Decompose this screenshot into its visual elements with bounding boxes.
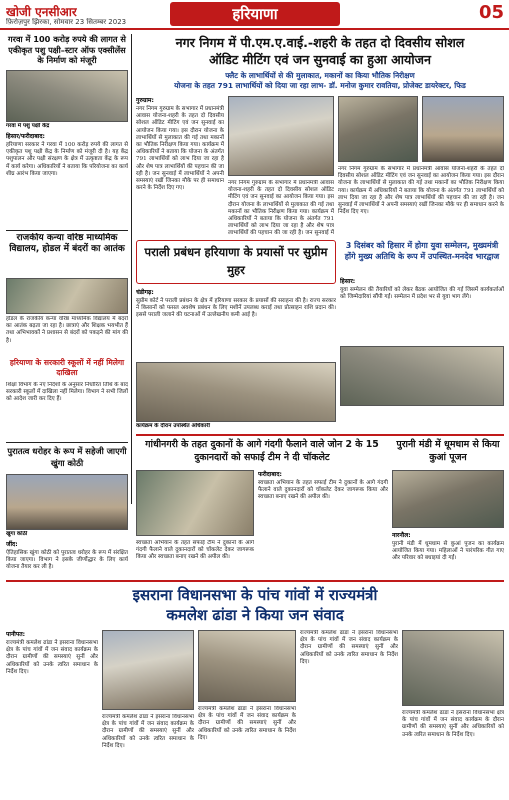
parali-article	[136, 288, 336, 360]
left-body: हरियाणा सरकार ने गरवा में 100 करोड़ रुपये की लागत से एकीकृत पशु पक्षी केंद्र के निर्माण को मंजूरी दी है। यह केंद्र पशुपालन और पक्षी संरक्षण के क्षेत्र में उत्कृष्टता केंद्र के रूप में कार्य करेगा। अधिकारियों ने बताया कि परियोजना का कार्य शीघ्र आरंभ किया जाएगा।	[6, 142, 128, 177]
main-body: नगर निगम गुरुग्राम के सभागार में प्रधानमंत्री आवास योजना-शहरी के तहत दो दिवसीय सोशल ऑडिट मीटिंग एवं जन सुनवाई का आयोजन किया गया। इस दौरान योजना के लाभार्थियों से मुलाकात की गई तथा मकानों का भौतिक निरीक्षण किया गया। कार्यक्रम में अधिकारियों ने बताया कि योजना के अंतर्गत 791 लाभार्थियों को लाभ दिया जा रहा है और शेष पात्र लाभार्थियों की पहचान की जा रही है। जन सुनवाई में लाभार्थियों ने अपनी समस्याएं रखीं जिनका मौके पर ही समाधान करने के निर्देश दिए गए।	[136, 106, 224, 192]
bottom-headline-line2: कमलेश ढांडा ने किया जन संवाद	[166, 606, 344, 624]
issue-line: फ़िरोज़पुर झिरका, सोमवार 23 सितम्बर 2023	[6, 18, 127, 26]
main-photo-2	[338, 96, 418, 162]
heritage-headline: पुरातत्व धरोहर के रूप में सहेजी जाएगी खुंगा कोठी	[7, 446, 127, 468]
mandi-byline: नारनौल:	[392, 532, 411, 539]
monkey-photo	[6, 278, 128, 314]
monkey-headline: राजकीय कन्या वरिष्ठ माध्यमिक विद्यालय, होडल में बंदरों का आतंक	[9, 233, 125, 254]
conference-photo	[340, 346, 504, 406]
bottom-article-col5: राज्यमंत्री कमलेश ढांडा ने इसराना विधानसभा क्षेत्र के पांच गांवों में जन संवाद कार्यक्रम के दौरान ग्रामीणों की समस्याएं सुनीं और अधिकारियों को उनके त्वरित समाधान के निर्देश दिए।	[402, 710, 504, 738]
bottom-byline: पानीपत:	[6, 631, 26, 638]
bottom-article-col1	[6, 630, 98, 794]
mandi-article	[392, 531, 504, 574]
main-photo-1	[228, 96, 334, 176]
mandi-headline: पुरानी मंडी में धूमधाम से किया कुआं पूजन	[396, 439, 500, 463]
conference-headline: 3 दिसंबर को हिसार में होगा युवा सम्मेलन, मुख्यमंत्री होंगे मुख्य अतिथि के रूप में उपस्थित-मनदेव भारद्वाज	[344, 241, 500, 261]
gandhinagar-article-cont: स्वच्छता अभियान के तहत सफाई टीम ने दुकानों के आगे गंदगी फैलाने वाले दुकानदारों को चॉकलेट देकर जागरूक किया और स्वच्छता बनाए रखने की अपील की।	[136, 540, 254, 561]
main-headline	[136, 34, 504, 70]
parali-body: सुप्रीम कोर्ट ने पराली प्रबंधन के क्षेत्र में हरियाणा सरकार के प्रयासों की सराहना की है। राज्य सरकार ने किसानों को फसल अवशेष प्रबंधन के लिए मशीनें उपलब्ध कराईं तथा प्रोत्साहन राशि प्रदान की। इससे पराली जलाने की घटनाओं में उल्लेखनीय कमी आई है।	[136, 298, 336, 319]
column-rule	[131, 34, 132, 504]
main-deck-line2: योजना के तहत 791 लाभार्थियों को दिया जा रहा लाभ- डॉ. मनोज कुमार रावतिया, प्रोजेक्ट डायरेक्टर, फिड	[174, 81, 466, 90]
parali-headline: पराली प्रबंधन हरियाणा के प्रयासों पर सुप्रीम मुहर	[136, 240, 336, 284]
left-photo-caption: गरवा में पशु पक्षी केंद्र	[6, 123, 50, 129]
monkey-body: होडल के राजकीय कन्या वरिष्ठ माध्यमिक विद्यालय में बंदरों का आतंक बढ़ता जा रहा है। छात्राएं और शिक्षक भयभीत हैं तथा अभिभावकों ने प्रशासन से बंदरों को पकड़ने की मांग की है।	[6, 316, 128, 344]
bottom-article-col3: राज्यमंत्री कमलेश ढांडा ने इसराना विधानसभा क्षेत्र के पांच गांवों में जन संवाद कार्यक्रम के दौरान ग्रामीणों की समस्याएं सुनीं और अधिकारियों को उनके त्वरित समाधान के निर्देश दिए।	[198, 706, 296, 741]
main-headline-line1: नगर निगम में पी.एम.ए.वाई.-शहरी के तहत दो दिवसीय सोशल	[175, 35, 465, 50]
mandi-body: पुरानी मंडी में धूमधाम से कुआं पूजन का कार्यक्रम आयोजित किया गया। महिलाओं ने पारंपरिक गीत गाए और परिवार को बधाइयां दी गईं।	[392, 541, 504, 562]
main-article-col1	[136, 96, 224, 236]
heritage-photo	[6, 474, 128, 530]
bottom-article-col4: राज्यमंत्री कमलेश ढांडा ने इसराना विधानसभा क्षेत्र के पांच गांवों में जन संवाद कार्यक्रम के दौरान ग्रामीणों की समस्याएं सुनीं और अधिकारियों को उनके त्वरित समाधान के निर्देश दिए।	[300, 630, 398, 665]
section-title: हरियाणा	[170, 2, 340, 26]
left-photo	[6, 70, 128, 122]
newspaper-brand: खोजी एनसीआर	[6, 5, 77, 19]
bottom-divider	[6, 580, 504, 582]
heritage-byline: जींद:	[6, 541, 18, 548]
gandhinagar-photo	[136, 470, 254, 536]
conference-article	[340, 277, 504, 343]
bottom-photo-1	[102, 630, 194, 710]
main-article-col3: नगर निगम गुरुग्राम के सभागार में प्रधानमंत्री आवास योजना-शहरी के तहत दो दिवसीय सोशल ऑडिट मीटिंग एवं जन सुनवाई का आयोजन किया गया। इस दौरान योजना के लाभार्थियों से मुलाकात की गई तथा मकानों का भौतिक निरीक्षण किया गया। कार्यक्रम में अधिकारियों ने बताया कि योजना के अंतर्गत 791 लाभार्थियों को लाभ दिया जा रहा है और शेष पात्र लाभार्थियों की पहचान की जा रही है। जन सुनवाई में लाभार्थियों ने अपनी समस्याएं रखीं जिनका मौके पर ही समाधान करने के निर्देश दिए गए।	[338, 166, 504, 216]
main-byline: गुरुग्राम:	[136, 97, 154, 104]
page-number: 05	[478, 2, 504, 23]
heritage-article	[6, 540, 128, 576]
gandhinagar-headline: गांधीनगरी के तहत दुकानों के आगे गंदगी फैलाने वाले जोन 2 के 15 दुकानदारों को सफाई टीम ने दी चॉकलेट	[145, 439, 379, 463]
bottom-photo-3	[402, 630, 504, 706]
left-article	[6, 132, 128, 228]
bottom-headline-line1: इसराना विधानसभा के पांच गांवों में राज्यमंत्री	[132, 586, 378, 604]
section-divider	[136, 434, 504, 436]
parali-byline: चंडीगढ़:	[136, 289, 154, 296]
gandhinagar-body: स्वच्छता अभियान के तहत सफाई टीम ने दुकानों के आगे गंदगी फैलाने वाले दुकानदारों को चॉकलेट देकर जागरूक किया और स्वच्छता बनाए रखने की अपील की।	[258, 480, 388, 501]
mandi-photo	[392, 470, 504, 528]
gandhinagar-article	[258, 470, 388, 574]
left-byline: हिसार/फरीदाबाद:	[6, 133, 45, 140]
main-article-col2: नगर निगम गुरुग्राम के सभागार में प्रधानमंत्री आवास योजना-शहरी के तहत दो दिवसीय सोशल ऑडिट मीटिंग एवं जन सुनवाई का आयोजन किया गया। इस दौरान योजना के लाभार्थियों से मुलाकात की गई तथा मकानों का भौतिक निरीक्षण किया गया। कार्यक्रम में अधिकारियों ने बताया कि योजना के अंतर्गत 791 लाभार्थियों को लाभ दिया जा रहा है और शेष पात्र लाभार्थियों की पहचान की जा रही है। जन सुनवाई में	[228, 180, 334, 236]
divider	[6, 230, 128, 231]
main-headline-line2: ऑडिट मीटिंग एवं जन सुनवाई का हुआ आयोजन	[209, 52, 431, 67]
bottom-body: राज्यमंत्री कमलेश ढांडा ने इसराना विधानसभा क्षेत्र के पांच गांवों में जन संवाद कार्यक्रम के दौरान ग्रामीणों की समस्याएं सुनीं और अधिकारियों को उनके त्वरित समाधान के निर्देश दिए।	[6, 640, 98, 675]
gandhinagar-byline: फरीदाबाद:	[258, 471, 282, 478]
heritage-body: ऐतिहासिक खुंगा कोठी को पुरातत्व धरोहर के रूप में संरक्षित किया जाएगा। विभाग ने इसके जीर्णोद्धार के लिए कार्य योजना तैयार कर ली है।	[6, 550, 128, 571]
bottom-photo-2	[198, 630, 296, 702]
main-deck	[136, 71, 504, 93]
left-headline: गरवा में 100 करोड़ रुपये की लागत से एकीकृत पशु पक्षी–स्टार ऑफ एक्सीलेंस के निर्माण को मंजूरी	[8, 34, 126, 65]
conference-byline: हिसार:	[340, 278, 356, 285]
parali-photo	[136, 362, 336, 422]
main-photo-3	[422, 96, 504, 162]
divider-heritage	[6, 442, 128, 443]
bottom-article-col2: राज्यमंत्री कमलेश ढांडा ने इसराना विधानसभा क्षेत्र के पांच गांवों में जन संवाद कार्यक्रम के दौरान ग्रामीणों की समस्याएं सुनीं और अधिकारियों को उनके त्वरित समाधान के निर्देश दिए।	[102, 714, 194, 749]
school-headline: हरियाणा के सरकारी स्कूलों में नहीं मिलेगा दाखिला	[9, 358, 125, 377]
parali-photo-caption: कार्यक्रम के दौरान उपस्थित अधिकारी	[136, 423, 210, 429]
heritage-caption: खुंगा कोठी	[6, 531, 28, 537]
bottom-headline	[6, 585, 504, 625]
school-body: शिक्षा विभाग के नए निर्देशों के अनुसार निर्धारित तिथि के बाद सरकारी स्कूलों में दाखिला नहीं मिलेगा। विभाग ने सभी जिलों को आदेश जारी कर दिए हैं।	[6, 382, 128, 403]
main-deck-line1: फ्लैट के लाभार्थियों से की मुलाकात, मकानों का किया भौतिक निरीक्षण	[225, 71, 415, 80]
conference-body: युवा सम्मेलन की तैयारियों को लेकर बैठक आयोजित की गई जिसमें कार्यकर्ताओं को जिम्मेदारियां सौंपी गईं। सम्मेलन में प्रदेश भर से युवा भाग लेंगे।	[340, 287, 504, 301]
